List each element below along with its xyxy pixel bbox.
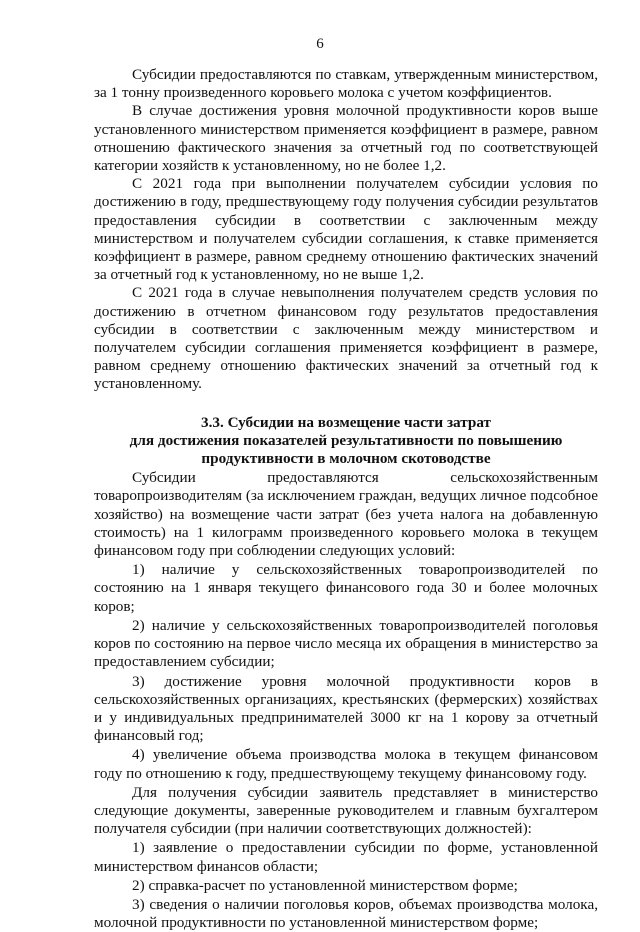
section-heading-line: 3.3. Субсидии на возмещение части затрат <box>201 413 491 431</box>
document-body <box>94 66 598 932</box>
paragraph: Для получения субсидии заявитель представляет в министерство следующие документы, заверенные руководителем и главным бухгалтером получателя субсидии (при наличии соответствующих должностей): <box>94 783 598 838</box>
paragraph: Субсидии предоставляются по ставкам, утвержденным министерством, за 1 тонну произведенного коровьего молока с учетом коэффициентов. <box>94 66 598 102</box>
list-item: 3) достижение уровня молочной продуктивности коров в сельскохозяйственных организациях, крестьянских (фермерских) хозяйствах и у индивидуальных предпринимателей 3000 кг на 1 корову за отчетный финансовый год; <box>94 672 598 745</box>
section-heading-line: для достижения показателей результативности по повышению <box>129 431 563 449</box>
list-item: 2) наличие у сельскохозяйственных товаропроизводителей поголовья коров по состоянию на первое число месяца их обращения в министерство за предоставлением субсидии; <box>94 616 598 671</box>
list-item: 4) увеличение объема производства молока в текущем финансовом году по отношению к году, предшествующему текущему финансовому году. <box>94 746 598 782</box>
list-item: 1) заявление о предоставлении субсидии по форме, установленной министерством финансов области; <box>94 839 598 875</box>
paragraph: С 2021 года при выполнении получателем субсидии условия по достижению в году, предшествующему году получения субсидии результатов предоставления субсидии в соответствии с заключенным между министерством и получателем субсидии соглашения, к ставке применяется коэффициент в размере, равном среднему отношению фактических значений за отчетный год к установленному, но не выше 1,2. <box>94 175 598 284</box>
list-item: 3) сведения о наличии поголовья коров, объемах производства молока, молочной продуктивности по установленной министерством форме; <box>94 895 598 932</box>
section-heading-line: продуктивности в молочном скотоводстве <box>201 450 491 468</box>
paragraph: С 2021 года в случае невыполнения получателем средств условия по достижению в отчетном финансовом году результатов предоставления субсидии в соответствии с заключенным между министерством и получателем субсидии соглашения применяется коэффициент в размере, равном среднему отношению фактических значений за отчетный год к установленному. <box>94 284 598 393</box>
list-item: 1) наличие у сельскохозяйственных товаропроизводителей по состоянию на 1 января текущего финансового года 30 и более молочных коров; <box>94 561 598 615</box>
page-number: 6 <box>316 36 324 52</box>
paragraph: Субсидии предоставляются сельскохозяйственным товаропроизводителям (за исключением граждан, ведущих личное подсобное хозяйство) на возмещение части затрат (без учета налога на добавленную стоимость) на 1 килограмм произведенного коровьего молока в текущем финансовом году при соблюдении следующих условий: <box>94 469 598 560</box>
section-heading <box>94 414 598 469</box>
paragraph: В случае достижения уровня молочной продуктивности коров выше установленного министерством применяется коэффициент в размере, равном отношению фактического значения за отчетный год по соответствующей категории хозяйств к установленному, но не более 1,2. <box>94 102 598 175</box>
list-item: 2) справка-расчет по установленной министерством форме; <box>132 876 518 894</box>
